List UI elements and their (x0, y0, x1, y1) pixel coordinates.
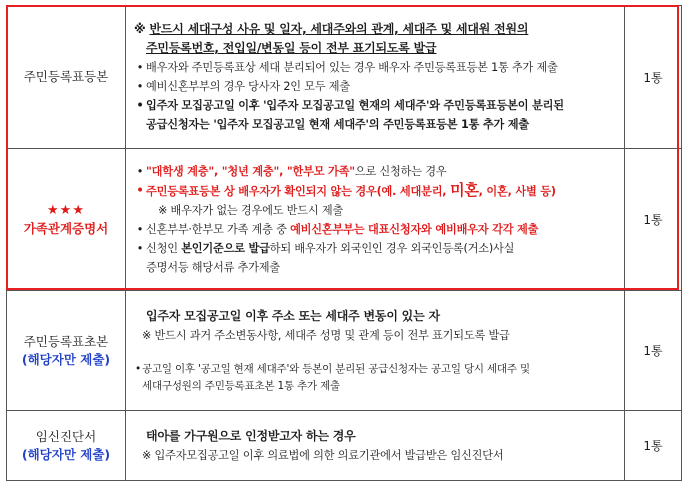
doc-name: 주민등록표등본 (23, 69, 109, 84)
doc-name: 주민등록표초본 (23, 333, 109, 349)
note-line: ※ 배우자가 없는 경우에도 반드시 제출 (158, 204, 344, 217)
heading-line: ※ 반드시 세대구성 사유 및 일자, 세대주와의 관계, 세대주 및 세대원 전원의 (134, 22, 529, 36)
doc-name: 임신진단서 (35, 428, 97, 444)
qty-cell: 1통 (625, 411, 682, 481)
doc-name-cell (7, 291, 126, 411)
list-item: • 신청인 본인기준으로 발급하되 배우자가 외국인인 경우 외국인등록(거소)사실 (136, 242, 515, 255)
list-item: • 배우자와 주민등록표상 세대 분리되어 있는 경우 배우자 주민등록표등본 1통 추가 제출 (136, 61, 558, 74)
list-item: • 공고일 이후 '공고일 현재 세대주'와 등본이 분리된 공급신청자는 공고일 당시 세대주 및 (135, 362, 530, 375)
list-item: • 입주자 모집공고일 이후 '입주자 모집공고일 현재의 세대주'와 주민등록표등본이 분리된 (136, 99, 564, 112)
doc-name-cell (7, 6, 126, 149)
note-line: ※ 입주자모집공고일 이후 의료법에 의한 의료기관에서 발급받은 임신진단서 (142, 448, 504, 462)
doc-desc-cell (126, 6, 625, 149)
list-item: • 주민등록표등본 상 배우자가 확인되지 않는 경우(예. 세대분리, 미혼, 이혼, 사별 등) (136, 181, 556, 199)
doc-name-cell (7, 149, 126, 291)
list-item-continued: 증명서등 해당서류 추가제출 (146, 261, 280, 274)
qty-cell: 1통 (625, 291, 682, 411)
heading-line: 태아를 가구원으로 인정받고자 하는 경우 (146, 428, 356, 443)
required-documents-table (6, 5, 682, 481)
list-item: • "대학생 계층", "청년 계층", "한부모 가족"으로 신청하는 경우 (136, 165, 447, 178)
doc-desc-cell (126, 149, 625, 291)
qty-cell: 1통 (625, 6, 682, 149)
list-item: • 예비신혼부부의 경우 당사자 2인 모두 제출 (136, 80, 351, 93)
doc-name-cell (7, 411, 126, 481)
heading-line: 입주자 모집공고일 이후 주소 또는 세대주 변동이 있는 자 (146, 308, 440, 323)
doc-desc-cell (126, 411, 625, 481)
table-row (7, 149, 682, 291)
doc-desc-cell (126, 291, 625, 411)
applicability-note: (해당자만 제출) (21, 351, 111, 367)
note-line: ※ 반드시 과거 주소변동사항, 세대주 성명 및 관계 등이 전부 표기되도록 발급 (142, 328, 510, 342)
qty-cell: 1통 (625, 149, 682, 291)
table-row (7, 291, 682, 411)
doc-name: 가족관계증명서 (23, 220, 109, 236)
list-item: • 신혼부부·한부모 가족 계층 중 예비신혼부부는 대표신청자와 예비배우자 각각 제출 (136, 223, 539, 236)
applicability-note: (해당자만 제출) (21, 446, 111, 462)
table-row (7, 6, 682, 149)
heading-line: 주민등록번호, 전입일/변동일 등이 전부 표기되도록 발급 (146, 41, 437, 55)
star-rating: ★★★ (47, 202, 85, 218)
table-row (7, 411, 682, 481)
list-item-continued: 세대구성원의 주민등록표초본 1통 추가 제출 (142, 379, 341, 392)
list-item-continued: 공급신청자는 '입주자 모집공고일 현재 세대주'의 주민등록표등본 1통 추가 제출 (146, 118, 530, 131)
